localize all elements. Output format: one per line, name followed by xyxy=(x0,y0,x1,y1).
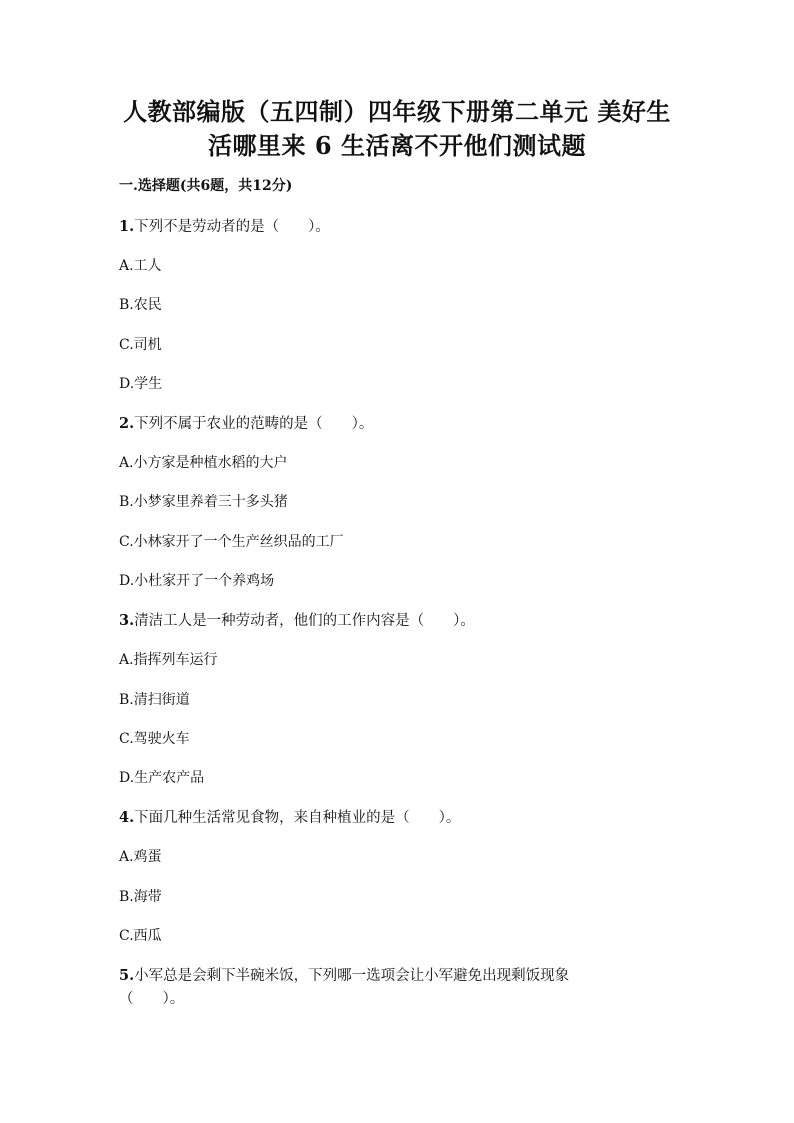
question-2-option-b: B.小梦家里养着三十多头猪 xyxy=(119,494,288,510)
question-1-option-a: A.工人 xyxy=(119,258,162,274)
question-4-option-b: B.海带 xyxy=(119,889,162,905)
question-number: 1. xyxy=(119,218,135,235)
question-number: 5. xyxy=(119,967,135,984)
section-heading: 一.选择题(共6题，共12分) xyxy=(119,178,293,194)
question-1-option-b: B.农民 xyxy=(119,297,162,313)
question-4 xyxy=(119,808,460,828)
question-1 xyxy=(119,217,330,237)
question-number: 4. xyxy=(119,809,135,826)
question-text: 下面几种生活常见食物，来自种植业的是（ ）。 xyxy=(134,810,461,826)
question-2-option-c: C.小林家开了一个生产丝织品的工厂 xyxy=(119,534,344,550)
question-4-option-c: C.西瓜 xyxy=(119,928,162,944)
question-5 xyxy=(119,966,569,986)
question-4-option-a: A.鸡蛋 xyxy=(119,849,162,865)
question-5-continuation: （ ）。 xyxy=(119,991,185,1007)
question-2-option-a: A.小方家是种植水稻的大户 xyxy=(119,455,288,471)
question-2 xyxy=(119,414,373,434)
question-text: 下列不属于农业的范畴的是（ ）。 xyxy=(134,416,374,432)
question-1-option-c: C.司机 xyxy=(119,337,162,353)
question-number: 2. xyxy=(119,415,135,432)
question-3-option-d: D.生产农产品 xyxy=(119,770,205,786)
question-text: 小军总是会剩下半碗米饭，下列哪一选项会让小军避免出现剩饭现象 xyxy=(134,968,570,984)
question-number: 3. xyxy=(119,612,135,629)
question-2-option-d: D.小杜家开了一个养鸡场 xyxy=(119,573,275,589)
question-3-option-a: A.指挥列车运行 xyxy=(119,652,218,668)
question-text: 清洁工人是一种劳动者，他们的工作内容是（ ）。 xyxy=(134,613,475,629)
question-3-option-c: C.驾驶火车 xyxy=(119,731,190,747)
question-text: 下列不是劳动者的是（ ）。 xyxy=(134,219,330,235)
question-1-option-d: D.学生 xyxy=(119,376,163,392)
document-title-line-2: 活哪里来 6 生活离不开他们测试题 xyxy=(208,131,586,160)
document-title-line-1: 人教部编版（五四制）四年级下册第二单元 美好生 xyxy=(123,97,671,126)
question-3-option-b: B.清扫街道 xyxy=(119,692,190,708)
question-3 xyxy=(119,611,475,631)
